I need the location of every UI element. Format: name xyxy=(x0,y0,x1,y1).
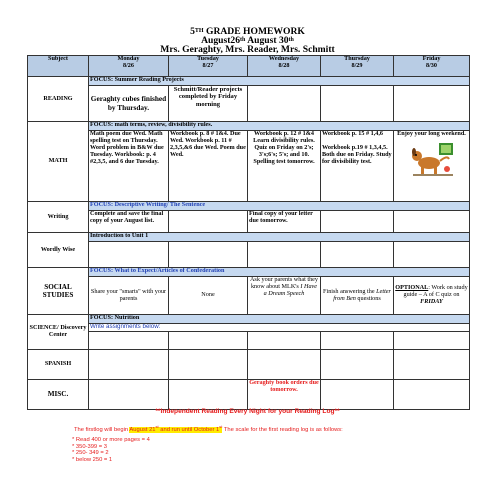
science-focus-row xyxy=(28,315,470,324)
writing-thursday xyxy=(321,211,394,233)
misc-wednesday: Geraghty book orders due tomorrow. xyxy=(248,379,321,409)
dog-clipart-icon xyxy=(407,139,457,179)
math-wednesday: Workbook p. 12 # 1&4 Learn divisibility rules. Quiz on Friday on 2's; 3's;6's; 5's; and 10. Spelling test tomorrow. xyxy=(248,131,321,202)
subject-math: MATH xyxy=(28,122,89,202)
subject-header: Subject xyxy=(28,56,89,77)
reading-reminder: **Independent Reading Every Night for your Reading Log** xyxy=(155,408,340,415)
writing-monday: Complete and save the final copy of your August list. xyxy=(89,211,169,233)
social-thursday: Finish answering the Letter from Ben questions xyxy=(321,277,394,315)
science-note: Write assignments below: xyxy=(89,324,470,332)
reading-friday xyxy=(394,86,470,122)
social-monday: Share your "smarts" with your parents xyxy=(89,277,169,315)
social-focus-row xyxy=(28,268,470,277)
writing-focus: FOCUS: Descriptive Writing/ The Sentence xyxy=(89,202,470,211)
social-tuesday: None xyxy=(169,277,248,315)
science-note-row xyxy=(28,324,470,332)
reading-tuesday: Schmitt/Reader projects completed by Friday morning xyxy=(169,86,248,122)
writing-wednesday: Final copy of your letter due tomorrow. xyxy=(248,211,321,233)
wordly-row xyxy=(28,242,470,268)
math-thursday xyxy=(321,131,394,202)
subject-reading: READING xyxy=(28,77,89,122)
reading-thursday xyxy=(321,86,394,122)
spanish-thursday xyxy=(321,349,394,379)
subject-science: SCIENCE/ Discovery Center xyxy=(28,315,89,350)
wordly-friday xyxy=(394,242,470,268)
misc-thursday xyxy=(321,379,394,409)
subject-writing: Writing xyxy=(28,202,89,233)
subject-social-studies: SOCIAL STUDIES xyxy=(28,268,89,315)
wordly-focus-row xyxy=(28,233,470,242)
subject-wordly-wise: Wordly Wise xyxy=(28,233,89,268)
reading-focus: FOCUS: Summer Reading Projects xyxy=(89,77,470,86)
reading-focus-row xyxy=(28,77,470,86)
science-wednesday xyxy=(248,331,321,349)
wordly-focus: Introduction to Unit 1 xyxy=(89,233,470,242)
math-focus-row xyxy=(28,122,470,131)
subject-misc: MISC. xyxy=(28,379,89,409)
social-wednesday: Ask your parents what they know about MLK's I Have a Dream Speech xyxy=(248,277,321,315)
math-friday-text: Enjoy your long weekend. xyxy=(397,130,466,137)
reading-scale xyxy=(72,437,150,463)
math-tuesday: Workbook p. 8 # 1&4. Due Wed. Workbook p. 11 # 2,3,5,&6 due Wed. Poem due Wed. xyxy=(169,131,248,202)
reading-log-info: The firstlog will begin August 21st and run until October 1st The scale for the first reading log is as follows: xyxy=(74,424,343,433)
misc-monday xyxy=(89,379,169,409)
reading-monday: Geraghty cubes finished by Thursday. xyxy=(89,86,169,122)
subject-spanish: SPANISH xyxy=(28,349,89,379)
writing-friday xyxy=(394,211,470,233)
science-friday xyxy=(394,331,470,349)
spanish-wednesday xyxy=(248,349,321,379)
page-title: 5TH GRADE HOMEWORK xyxy=(190,26,305,37)
math-friday xyxy=(394,131,470,202)
reading-wednesday xyxy=(248,86,321,122)
science-tuesday xyxy=(169,331,248,349)
day-header-monday: Monday 8/26 xyxy=(89,56,169,77)
social-row xyxy=(28,277,470,315)
math-thursday-part2: Workbook p.19 # 1,3,4,5. Both due on Friday. Study for divisibility test. xyxy=(322,143,392,165)
writing-tuesday xyxy=(169,211,248,233)
science-focus: FOCUS: Nutrition xyxy=(89,315,470,324)
misc-row xyxy=(28,379,470,409)
day-header-tuesday: Tuesday 8/27 xyxy=(169,56,248,77)
log-start-date: August 21st and run until October 1st xyxy=(129,424,223,433)
day-header-wednesday: Wednesday 8/28 xyxy=(248,56,321,77)
reading-row xyxy=(28,86,470,122)
social-focus: FOCUS: What to Expect/Articles of Confederation xyxy=(89,268,470,277)
writing-row xyxy=(28,211,470,233)
math-monday: Math poem due Wed. Math spelling test on Thursday. Word problem in B&W due Tuesday. Workbook: p. 4 #2,3,5, and 6 due Tuesday. xyxy=(89,131,169,202)
spanish-row xyxy=(28,349,470,379)
science-thursday xyxy=(321,331,394,349)
social-friday: OPTIONAL: Work on study guide – A of C quiz on FRIDAY xyxy=(394,277,470,315)
misc-friday xyxy=(394,379,470,409)
wordly-wednesday xyxy=(248,242,321,268)
date-range: August26th August 30th xyxy=(201,35,294,46)
math-row xyxy=(28,131,470,202)
spanish-friday xyxy=(394,349,470,379)
science-row xyxy=(28,331,470,349)
spanish-tuesday xyxy=(169,349,248,379)
wordly-thursday xyxy=(321,242,394,268)
scale-item: * 350-399 = 3 xyxy=(72,443,107,450)
wordly-tuesday xyxy=(169,242,248,268)
scale-item: * Read 400 or more pages = 4 xyxy=(72,437,150,443)
scale-item: * below 250 = 1 xyxy=(72,456,113,463)
math-focus: FOCUS: math terms, review, divisibility rules. xyxy=(89,122,470,131)
writing-focus-row xyxy=(28,202,470,211)
wordly-monday xyxy=(89,242,169,268)
misc-tuesday xyxy=(169,379,248,409)
day-header-thursday: Thursday 8/29 xyxy=(321,56,394,77)
header-row xyxy=(28,56,470,77)
homework-table xyxy=(27,55,470,410)
teacher-names: Mrs. Geraghty, Mrs. Reader, Mrs. Schmitt xyxy=(160,44,335,55)
science-monday xyxy=(89,331,169,349)
scale-item: * 250- 349 = 2 xyxy=(72,450,109,456)
spanish-monday xyxy=(89,349,169,379)
math-thursday-part1: Workbook p. 15 # 1,4,6 xyxy=(322,130,384,137)
day-header-friday: Friday 8/30 xyxy=(394,56,470,77)
